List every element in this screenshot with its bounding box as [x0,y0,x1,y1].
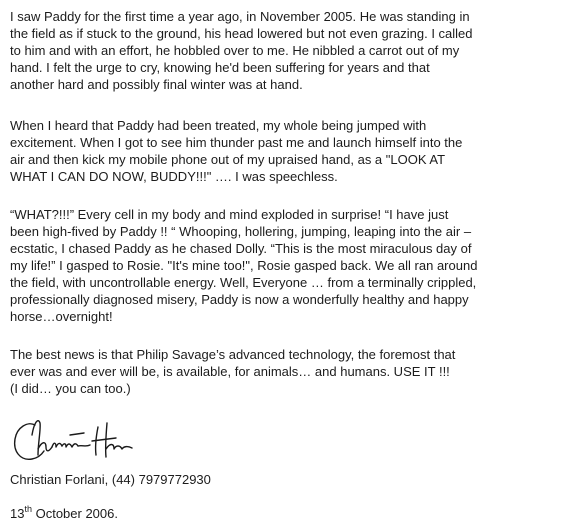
date-ordinal-suffix: th [24,503,32,514]
text-line: When I heard that Paddy had been treated, my whole being jumped with [10,118,427,133]
text-line: horse…overnight! [10,309,113,324]
text-line: I saw Paddy for the first time a year ago, in November 2005. He was standing in [10,9,470,24]
date-day: 13 [10,506,25,521]
text-line: WHAT I CAN DO NOW, BUDDY!!!" …. I was speechless. [10,169,338,184]
handwritten-signature [8,413,158,469]
signer-name: Christian Forlani, (44) 7979772930 [10,472,211,487]
text-line: professionally diagnosed misery, Paddy is now a wonderfully healthy and happy [10,292,469,307]
text-line: my life!” I gasped to Rosie. "It's mine too!", Rosie gasped back. We all ran around [10,258,478,273]
text-line: ecstatic, I chased Paddy as he chased Dolly. “This is the most miraculous day of [10,241,472,256]
text-line: (I did… you can too.) [10,381,131,396]
text-line: another hard and possibly final winter was at hand. [10,77,303,92]
paragraph-4 [10,346,570,397]
text-line: ever was and ever will be, is available, for animals… and humans. USE IT !!! [10,364,450,379]
text-line: the field, with uncontrollable energy. Well, Everyone … from a terminally crippled, [10,275,477,290]
paragraph-3 [10,206,570,325]
date-month-year: October 2006. [31,506,118,521]
text-line: excitement. When I got to see him thunder past me and launch himself into the [10,135,463,150]
text-line: “WHAT?!!!” Every cell in my body and mind exploded in surprise! “I have just [10,207,449,222]
letter-date [10,505,118,522]
text-line: the field as if stuck to the ground, his head lowered but not even grazing. I called [10,26,473,41]
text-line: to him and with an effort, he hobbled over to me. He nibbled a carrot out of my [10,43,460,58]
paragraph-1 [10,8,570,93]
text-line: air and then kick my mobile phone out of my upraised hand, as a "LOOK AT [10,152,446,167]
text-line: The best news is that Philip Savage’s advanced technology, the foremost that [10,347,456,362]
text-line: been high-fived by Paddy !! “ Whooping, hollering, jumping, leaping into the air – [10,224,472,239]
text-line: hand. I felt the urge to cry, knowing he'd been suffering for years and that [10,60,430,75]
paragraph-2 [10,117,570,185]
